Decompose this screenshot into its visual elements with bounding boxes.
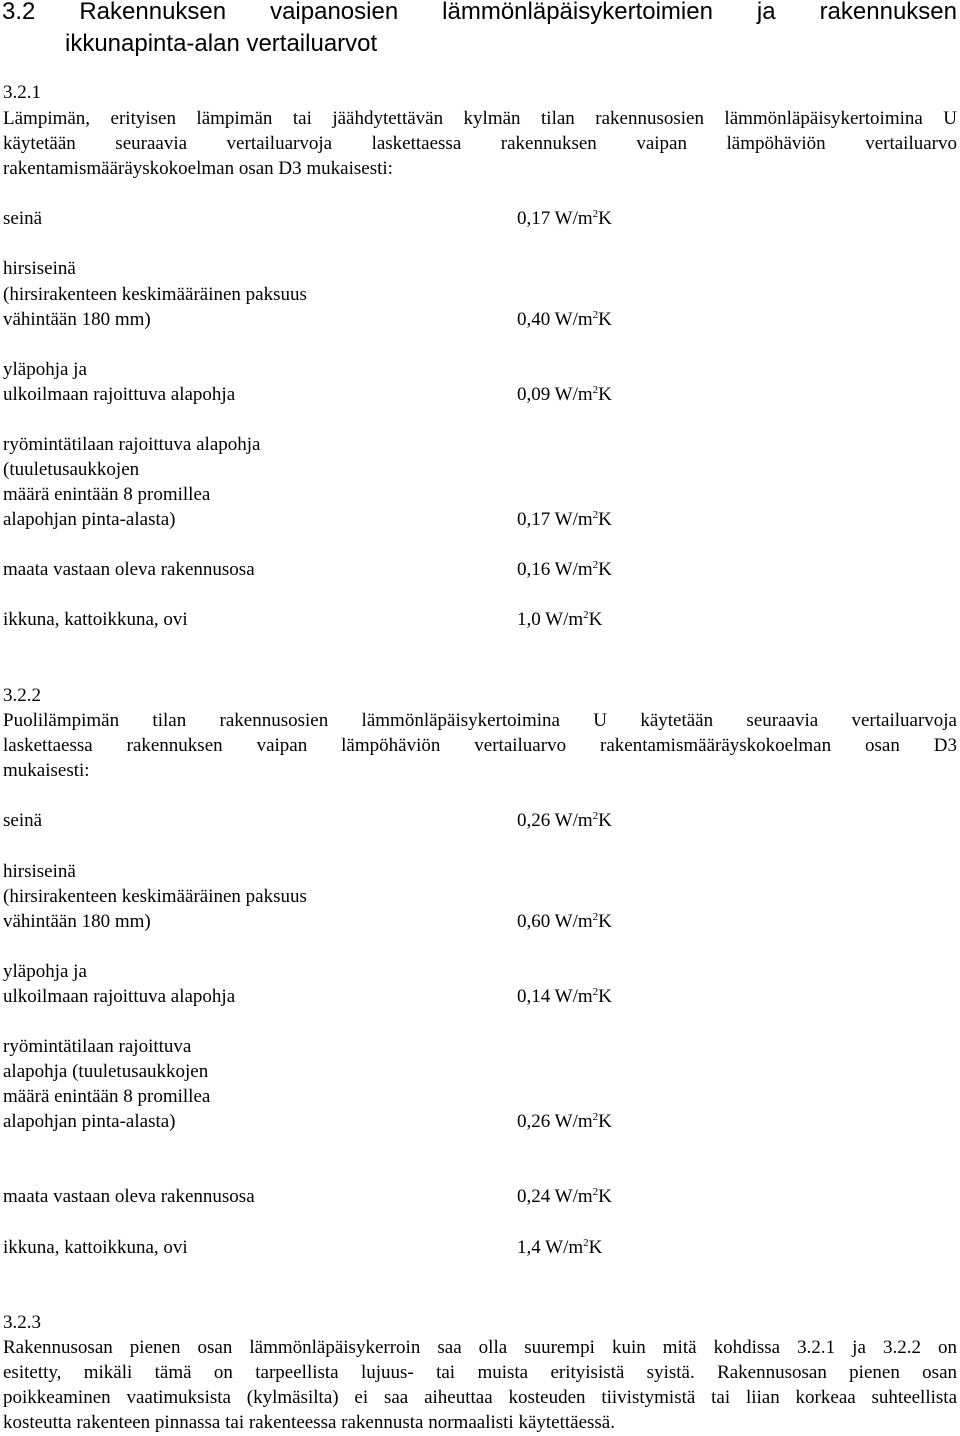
row-value: 1,4 $W/m^2K$ <box>517 1237 603 1258</box>
section2-intro-line-1: Puolilämpimän tilan rakennusosien lämmönläpäisykertoimina U käytetään seuraavia vertailuarvoja <box>3 710 957 731</box>
subsection-number-322: 3.2.2 <box>3 685 41 706</box>
row-label: hirsiseinä <box>3 258 76 279</box>
row-label: alapohjan pinta-alasta) <box>3 1111 176 1132</box>
section1-intro-line-1: Lämpimän, erityisen lämpimän tai jäähdytettävän kylmän tilan rakennusosien lämmönläpäisykertoimina U <box>3 108 957 129</box>
heading-word: vaipanosien <box>270 0 399 25</box>
section3-text-line-2: esitetty, mikäli tämä on tarpeellista lujuus- tai muista erityisistä syistä. Rakennusosan pienen osan <box>3 1362 957 1383</box>
row-value: 0,16 $W/m^2K$ <box>517 559 612 580</box>
row-value: 0,26 $W/m^2K$ <box>517 1111 612 1132</box>
row-label: ulkoilmaan rajoittuva alapohja <box>3 384 236 405</box>
row-label: (hirsirakenteen keskimääräinen paksuus <box>3 886 307 907</box>
row-label: ikkuna, kattoikkuna, ovi <box>3 1237 188 1258</box>
row-value: 0,60 $W/m^2K$ <box>517 911 612 932</box>
row-value: 0,17 $W/m^2K$ <box>517 208 612 229</box>
row-value: 0,40 $W/m^2K$ <box>517 309 612 330</box>
section1-intro-line-3: rakentamismääräyskokoelman osan D3 mukaisesti: <box>3 158 393 179</box>
heading-word: lämmönläpäisykertoimien <box>442 0 713 25</box>
row-label: (hirsirakenteen keskimääräinen paksuus <box>3 284 307 305</box>
section3-text-line-4: kosteutta rakenteen pinnassa tai rakenteessa rakennusta normaalisti käytettäessä. <box>3 1412 615 1433</box>
row-label: maata vastaan oleva rakennusosa <box>3 559 255 580</box>
row-label: määrä enintään 8 promillea <box>3 484 211 505</box>
heading-number: 3.2 <box>2 0 36 25</box>
section3-text-line-1: Rakennusosan pienen osan lämmönläpäisykerroin saa olla suurempi kuin mitä kohdissa 3.2.1 ja 3.2.2 on <box>3 1337 957 1358</box>
heading-word: ja <box>756 0 776 25</box>
row-value: 0,17 $W/m^2K$ <box>517 509 612 530</box>
row-label: ulkoilmaan rajoittuva alapohja <box>3 986 236 1007</box>
row-label: yläpohja ja <box>3 961 87 982</box>
row-label: maata vastaan oleva rakennusosa <box>3 1186 255 1207</box>
row-label: määrä enintään 8 promillea <box>3 1086 211 1107</box>
row-value: 0,26 $W/m^2K$ <box>517 810 612 831</box>
row-label: alapohja (tuuletusaukkojen <box>3 1061 209 1082</box>
section-heading-line-2: ikkunapinta-alan vertailuarvot <box>65 30 378 57</box>
row-label: ikkuna, kattoikkuna, ovi <box>3 609 188 630</box>
row-label: yläpohja ja <box>3 359 87 380</box>
row-label: alapohjan pinta-alasta) <box>3 509 176 530</box>
section2-intro-line-3: mukaisesti: <box>3 760 90 781</box>
subsection-number-321: 3.2.1 <box>3 82 41 103</box>
subsection-number-323: 3.2.3 <box>3 1312 41 1333</box>
row-label: ryömintätilaan rajoittuva <box>3 1036 192 1057</box>
row-label: seinä <box>3 810 43 831</box>
section-heading-line-1 <box>2 0 957 27</box>
heading-word: Rakennuksen <box>79 0 227 25</box>
row-label: vähintään 180 mm) <box>3 309 151 330</box>
section2-intro-line-2: laskettaessa rakennuksen vaipan lämpöhäviön vertailuarvo rakentamismääräyskokoelman osan D3 <box>3 735 957 756</box>
row-label: hirsiseinä <box>3 861 76 882</box>
row-label: vähintään 180 mm) <box>3 911 151 932</box>
row-label: ryömintätilaan rajoittuva alapohja <box>3 434 261 455</box>
row-value: 1,0 $W/m^2K$ <box>517 609 603 630</box>
row-value: 0,24 $W/m^2K$ <box>517 1186 612 1207</box>
section3-text-line-3: poikkeaminen vaatimuksista (kylmäsilta) ei saa aiheuttaa kosteuden tiivistymistä tai liian korkeaa suhteellista <box>3 1387 957 1408</box>
row-value: 0,14 $W/m^2K$ <box>517 986 612 1007</box>
section1-intro-line-2: käytetään seuraavia vertailuarvoja laskettaessa rakennuksen vaipan lämpöhäviön vertailuarvo <box>3 133 957 154</box>
heading-word: rakennuksen <box>819 0 957 25</box>
row-value: 0,09 $W/m^2K$ <box>517 384 612 405</box>
row-label: (tuuletusaukkojen <box>3 459 140 480</box>
row-label: seinä <box>3 208 43 229</box>
